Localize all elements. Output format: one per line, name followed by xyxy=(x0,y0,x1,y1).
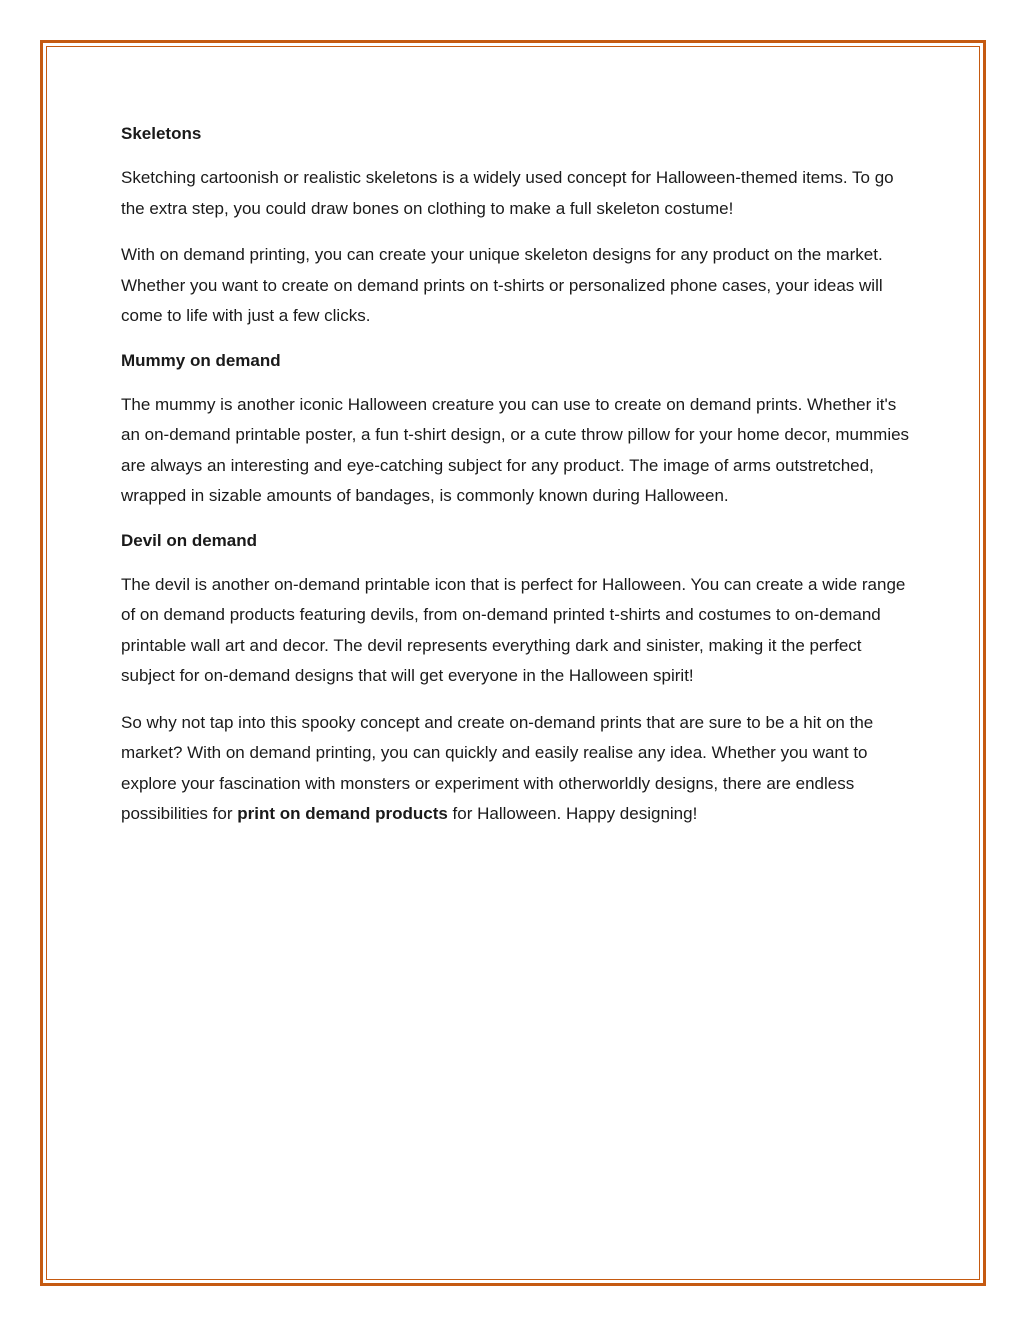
section-heading-mummy: Mummy on demand xyxy=(121,350,281,370)
section-heading-devil: Devil on demand xyxy=(121,530,258,550)
closing-text-start: So why not tap into this spooky concept and create on-demand prints that are sure to be a hit on the market? With on demand printing, you can quickly and easily realise any idea. Whether you want to explore your fascination with monsters or experiment with otherworldly designs, there are endless possibilities for xyxy=(121,712,874,823)
mummy-paragraph-1: The mummy is another iconic Halloween creature you can use to create on demand prints. Whether it's an on-demand printable poster, a fun t-shirt design, or a cute throw pillow for your home decor, mummies are always an interesting and eye-catching subject for any product. The image of arms outstretched, wrapped in sizable amounts of bandages, is commonly known during Halloween. xyxy=(121,394,910,505)
section-heading-skeletons: Skeletons xyxy=(121,124,202,143)
closing-paragraph xyxy=(121,708,911,830)
skeletons-paragraph-2: With on demand printing, you can create your unique skeleton designs for any product on the market. Whether you want to create on demand prints on t-shirts or personalized phone cases, your ideas will come to life with just a few clicks. xyxy=(121,245,883,325)
document-body xyxy=(121,121,911,846)
closing-text-end: for Halloween. Happy designing! xyxy=(447,804,698,823)
closing-bold-phrase: print on demand products xyxy=(237,804,448,823)
devil-paragraph-1: The devil is another on-demand printable icon that is perfect for Halloween. You can create a wide range of on demand products featuring devils, from on-demand printed t-shirts and costumes to on-demand printable wall art and decor. The devil represents everything dark and sinister, making it the perfect subject for on-demand designs that will get everyone in the Halloween spirit! xyxy=(121,574,906,685)
skeletons-paragraph-1: Sketching cartoonish or realistic skeletons is a widely used concept for Halloween-themed items. To go the extra step, you could draw bones on clothing to make a full skeleton costume! xyxy=(121,168,894,218)
